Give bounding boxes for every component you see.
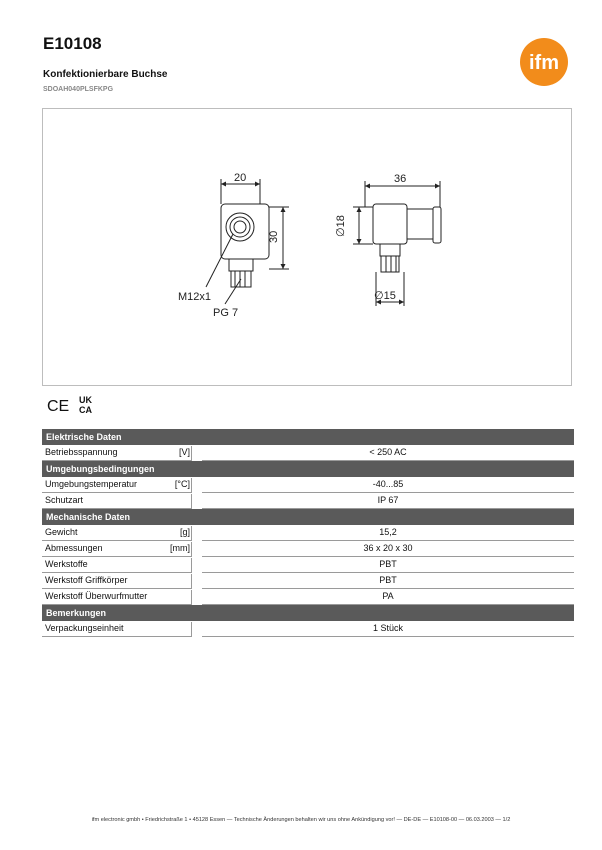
- row-unit: [°C]: [174, 479, 190, 489]
- row-separator: [191, 590, 192, 605]
- label-thread: M12x1: [178, 291, 212, 303]
- row-separator: [191, 542, 192, 557]
- row-divider: [42, 508, 191, 509]
- label-gland: PG 7: [213, 307, 239, 319]
- row-divider: [42, 636, 191, 637]
- row-unit: [V]: [178, 447, 190, 457]
- table-row: [42, 573, 574, 589]
- row-label: Schutzart: [45, 495, 84, 505]
- row-separator: [191, 574, 192, 589]
- row-separator: [191, 526, 192, 541]
- certification-marks: [47, 394, 107, 416]
- section-header-environment: Umgebungsbedingungen: [42, 461, 574, 477]
- row-divider: [202, 636, 574, 637]
- row-value: 15,2: [379, 527, 397, 537]
- svg-text:UK: UK: [79, 395, 92, 405]
- page-footer: [0, 817, 602, 823]
- row-divider: [202, 604, 574, 605]
- row-label: Gewicht: [45, 527, 78, 537]
- row-value: PBT: [379, 575, 397, 585]
- row-label: Werkstoffe: [45, 559, 88, 569]
- row-label: Werkstoff Überwurfmutter: [45, 591, 148, 601]
- table-row: [42, 589, 574, 605]
- svg-text:CA: CA: [79, 405, 92, 415]
- row-value: < 250 AC: [369, 447, 407, 457]
- page-number: 1/2: [502, 817, 511, 823]
- logo-text: ifm: [529, 52, 559, 74]
- row-divider: [42, 604, 191, 605]
- row-label: Abmessungen: [45, 543, 103, 553]
- row-value: 1 Stück: [372, 623, 403, 633]
- row-unit: [mm]: [170, 543, 190, 553]
- row-value: PA: [382, 591, 394, 601]
- product-name: Konfektionierbare Buchse: [43, 69, 168, 80]
- section-header-mechanical: Mechanische Daten: [42, 509, 574, 525]
- row-value: -40...85: [372, 479, 404, 489]
- dim-width-front: 20: [234, 172, 247, 184]
- row-separator: [191, 446, 192, 461]
- dimension-drawing: [42, 108, 572, 386]
- order-code: SDOAH040PLSFKPG: [43, 86, 114, 93]
- row-separator: [191, 494, 192, 509]
- row-separator: [191, 478, 192, 493]
- row-divider: [202, 508, 574, 509]
- row-separator: [191, 558, 192, 573]
- row-unit: [g]: [179, 527, 190, 537]
- footer-text: ifm electronic gmbh • Friedrichstraße 1 • 45128 Essen — Technische Änderungen behalten wir uns ohne Ankündigung vor! — DE-DE — E10108-00 — 06.03.2003 —: [91, 817, 501, 823]
- table-row: [42, 525, 574, 541]
- spec-table: [42, 429, 574, 637]
- table-row: [42, 493, 574, 509]
- row-label: Betriebsspannung: [45, 447, 118, 457]
- row-value: IP 67: [377, 495, 399, 505]
- row-value: 36 x 20 x 30: [363, 543, 413, 553]
- table-row: [42, 477, 574, 493]
- section-header-electrical: Elektrische Daten: [42, 429, 574, 445]
- row-divider: [42, 460, 191, 461]
- row-label: Umgebungstemperatur: [45, 479, 138, 489]
- table-row: [42, 621, 574, 637]
- row-divider: [202, 460, 574, 461]
- ukca-mark: [79, 395, 92, 415]
- table-row: [42, 541, 574, 557]
- row-value: PBT: [379, 559, 397, 569]
- row-label: Verpackungseinheit: [45, 623, 124, 633]
- dim-length-side: 36: [394, 173, 407, 185]
- row-label: Werkstoff Griffkörper: [45, 575, 128, 585]
- page-title: E10108: [43, 34, 102, 53]
- dim-height-front: 30: [268, 230, 280, 243]
- ifm-logo: [514, 37, 574, 87]
- ce-mark: CE: [47, 398, 70, 415]
- section-header-remarks: Bemerkungen: [42, 605, 574, 621]
- table-row: [42, 557, 574, 573]
- dim-diameter-15: ∅15: [374, 290, 396, 302]
- row-separator: [191, 622, 192, 637]
- table-row: [42, 445, 574, 461]
- dim-diameter-18: ∅18: [335, 215, 347, 237]
